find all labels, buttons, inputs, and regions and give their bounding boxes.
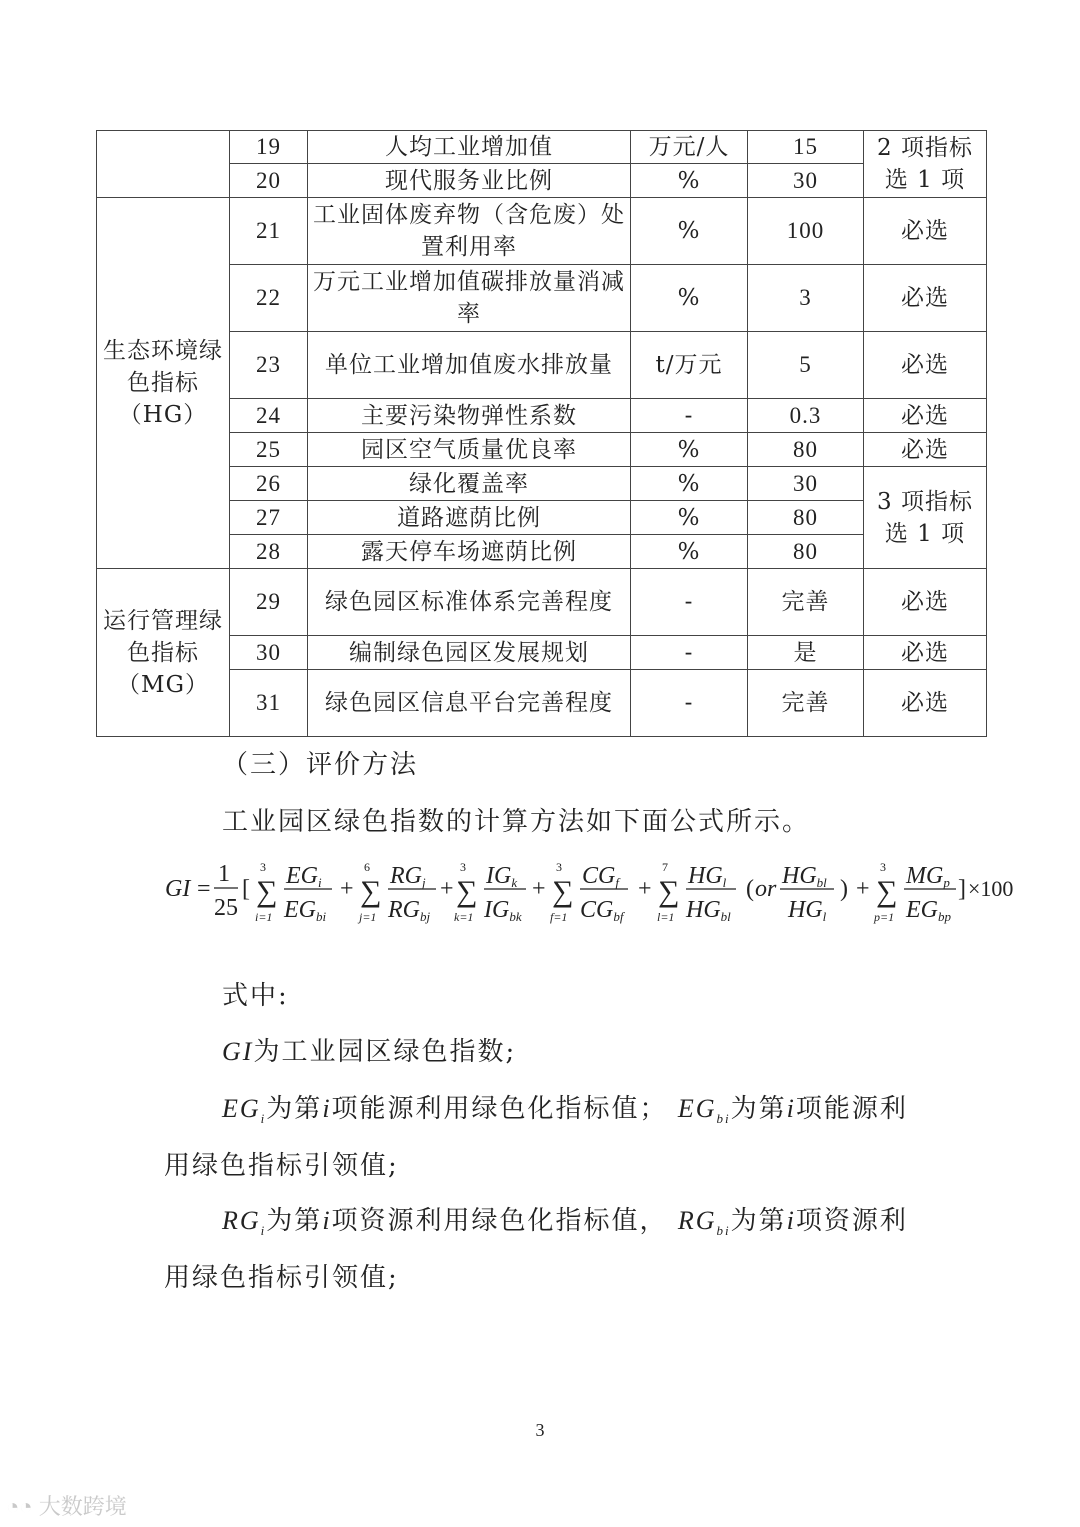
- indicator-table: [96, 130, 987, 737]
- row-unit: -: [631, 569, 748, 636]
- svg-text:f=1: f=1: [550, 910, 568, 924]
- row-requirement: 必选: [864, 569, 987, 636]
- inline-i: i: [322, 1206, 332, 1235]
- row-name: 编制绿色园区发展规划: [308, 636, 631, 670]
- intro-text: 工业园区绿色指数的计算方法如下面公式所示。: [222, 807, 811, 837]
- row-unit: -: [631, 399, 748, 433]
- category-cell-empty: [97, 131, 230, 198]
- row-unit: t/万元: [631, 332, 748, 399]
- where-label: 式中:: [222, 981, 289, 1011]
- inline-i: i: [786, 1206, 796, 1235]
- gi-formula: [160, 855, 1030, 930]
- svg-text:3: 3: [880, 860, 886, 874]
- row-value: 15: [748, 131, 864, 164]
- row-value: 3: [748, 265, 864, 332]
- svg-text:3: 3: [556, 860, 562, 874]
- row-value: 是: [748, 636, 864, 670]
- row-name: 园区空气质量优良率: [308, 433, 631, 467]
- row-num: 24: [230, 399, 308, 433]
- row-num: 19: [230, 131, 308, 164]
- def-rgb-text2: 项资源利: [795, 1206, 908, 1236]
- row-unit: %: [631, 198, 748, 265]
- svg-text:6: 6: [364, 860, 370, 874]
- def-egb-text2: 项能源利: [795, 1094, 908, 1124]
- formula-frac-den: 25: [214, 895, 238, 921]
- category-mg: 运行管理绿色指标（MG）: [97, 569, 230, 737]
- row-value: 0.3: [748, 399, 864, 433]
- row-unit: -: [631, 636, 748, 670]
- row-name: 人均工业增加值: [308, 131, 631, 164]
- group-b-requirement: 3 项指标选 1 项: [864, 467, 987, 569]
- def-eg-text2: 项能源利用绿色化指标值；: [331, 1094, 668, 1124]
- def-rgb-text: 为第: [730, 1206, 787, 1236]
- svg-text:RGbj: RGbj: [388, 897, 431, 924]
- def-eg-text: 为第: [266, 1094, 323, 1124]
- row-value: 80: [748, 501, 864, 535]
- formula-or: or: [755, 876, 777, 902]
- svg-text:): ): [840, 876, 848, 902]
- def-rg-text: 为第: [266, 1206, 323, 1236]
- row-name: 主要污染物弹性系数: [308, 399, 631, 433]
- page-number: 3: [535, 1420, 545, 1440]
- svg-text:IGk: IGk: [486, 863, 518, 890]
- svg-text:∑: ∑: [360, 875, 382, 908]
- svg-text:]: ]: [958, 876, 966, 902]
- def-eg-cont: 用绿色指标引领值;: [164, 1151, 399, 1181]
- def-rg-cont: 用绿色指标引领值;: [164, 1263, 399, 1293]
- row-unit: %: [631, 467, 748, 501]
- row-unit: %: [631, 501, 748, 535]
- row-value: 30: [748, 467, 864, 501]
- svg-text:7: 7: [662, 860, 668, 874]
- svg-text:∑: ∑: [256, 875, 278, 908]
- svg-text:HGl: HGl: [788, 897, 827, 924]
- svg-text:RGj: RGj: [390, 863, 426, 890]
- svg-text:HGbl: HGbl: [782, 863, 827, 890]
- inline-i: i: [322, 1094, 332, 1123]
- row-num: 28: [230, 535, 308, 569]
- var-gi: GI: [222, 1037, 254, 1066]
- watermark: [6, 1490, 127, 1521]
- svg-text:∑: ∑: [876, 875, 898, 908]
- sub-i: i: [260, 1111, 267, 1127]
- row-requirement: 必选: [864, 670, 987, 737]
- row-name: 道路遮荫比例: [308, 501, 631, 535]
- row-unit: -: [631, 670, 748, 737]
- svg-text:EGbi: EGbi: [284, 897, 327, 924]
- formula-frac-num: 1: [218, 861, 230, 887]
- svg-text:HGbl: HGbl: [686, 897, 731, 924]
- svg-text:i=1: i=1: [255, 910, 273, 924]
- row-value: 30: [748, 164, 864, 198]
- def-gi-text: 为工业园区绿色指数;: [253, 1037, 517, 1067]
- svg-text:3: 3: [460, 860, 466, 874]
- def-gi: [222, 1032, 516, 1072]
- row-unit: %: [631, 265, 748, 332]
- row-requirement: 必选: [864, 433, 987, 467]
- watermark-text: 大数跨境: [38, 1494, 127, 1519]
- row-requirement: 必选: [864, 198, 987, 265]
- svg-text:EGi: EGi: [286, 863, 322, 890]
- svg-text:k=1: k=1: [454, 910, 474, 924]
- svg-text:∑: ∑: [658, 875, 680, 908]
- svg-text:+: +: [638, 876, 652, 902]
- row-unit: %: [631, 164, 748, 198]
- svg-text:(: (: [746, 876, 754, 902]
- row-unit: %: [631, 433, 748, 467]
- var-egb: EG: [677, 1094, 717, 1123]
- svg-text:MGp: MGp: [906, 863, 950, 890]
- formula-times: ×100: [968, 876, 1014, 901]
- svg-text:l=1: l=1: [657, 910, 675, 924]
- row-value: 5: [748, 332, 864, 399]
- var-eg: EG: [222, 1094, 261, 1123]
- var-rgb: RG: [677, 1206, 717, 1235]
- sub-i: i: [260, 1223, 267, 1239]
- svg-text:3: 3: [260, 860, 266, 874]
- row-unit: %: [631, 535, 748, 569]
- row-num: 26: [230, 467, 308, 501]
- svg-text:∑: ∑: [552, 875, 574, 908]
- sub-bi: bi: [716, 1111, 731, 1127]
- row-name: 露天停车场遮荫比例: [308, 535, 631, 569]
- row-value: 100: [748, 198, 864, 265]
- row-num: 23: [230, 332, 308, 399]
- row-num: 22: [230, 265, 308, 332]
- svg-text:CGbf: CGbf: [580, 897, 624, 924]
- formula-lhs: GI: [165, 876, 191, 902]
- category-hg: 生态环境绿色指标（HG）: [97, 198, 230, 569]
- row-value: 80: [748, 535, 864, 569]
- svg-text:∑: ∑: [456, 875, 478, 908]
- row-num: 20: [230, 164, 308, 198]
- row-name: 单位工业增加值废水排放量: [308, 332, 631, 399]
- svg-text:+: +: [340, 876, 354, 902]
- row-value: 80: [748, 433, 864, 467]
- section-title: （三）评价方法: [222, 750, 419, 780]
- svg-text:[: [: [242, 876, 250, 902]
- svg-text:+: +: [532, 876, 546, 902]
- row-value: 完善: [748, 670, 864, 737]
- svg-text:j=1: j=1: [359, 910, 377, 924]
- svg-text:p=1: p=1: [874, 910, 895, 924]
- def-rg: [222, 1201, 908, 1251]
- row-requirement: 必选: [864, 265, 987, 332]
- row-name: 工业固体废弃物（含危废）处置利用率: [308, 198, 631, 265]
- svg-text:HGl: HGl: [688, 863, 727, 890]
- row-num: 29: [230, 569, 308, 636]
- sub-bi: bi: [716, 1223, 731, 1239]
- row-unit: 万元/人: [631, 131, 748, 164]
- row-value: 完善: [748, 569, 864, 636]
- svg-text:+: +: [856, 876, 870, 902]
- svg-text:IGbk: IGbk: [484, 897, 522, 924]
- row-num: 25: [230, 433, 308, 467]
- svg-text:EGbp: EGbp: [906, 897, 951, 924]
- svg-text:CGf: CGf: [582, 863, 619, 890]
- row-requirement: 必选: [864, 399, 987, 433]
- def-eg: [222, 1089, 908, 1139]
- row-name: 现代服务业比例: [308, 164, 631, 198]
- def-rg-text2: 项资源利用绿色化指标值，: [331, 1206, 668, 1236]
- row-name: 万元工业增加值碳排放量消减率: [308, 265, 631, 332]
- def-egb-text: 为第: [730, 1094, 787, 1124]
- row-num: 30: [230, 636, 308, 670]
- row-requirement: 必选: [864, 636, 987, 670]
- svg-text:+: +: [440, 876, 454, 902]
- row-num: 27: [230, 501, 308, 535]
- watermark-icon: ◔◔: [6, 1494, 39, 1519]
- group-a-requirement: 2 项指标选 1 项: [864, 131, 987, 198]
- svg-text:=: =: [197, 876, 211, 902]
- inline-i: i: [786, 1094, 796, 1123]
- row-num: 21: [230, 198, 308, 265]
- row-name: 绿化覆盖率: [308, 467, 631, 501]
- row-name: 绿色园区标准体系完善程度: [308, 569, 631, 636]
- row-name: 绿色园区信息平台完善程度: [308, 670, 631, 737]
- row-num: 31: [230, 670, 308, 737]
- row-requirement: 必选: [864, 332, 987, 399]
- var-rg: RG: [222, 1206, 261, 1235]
